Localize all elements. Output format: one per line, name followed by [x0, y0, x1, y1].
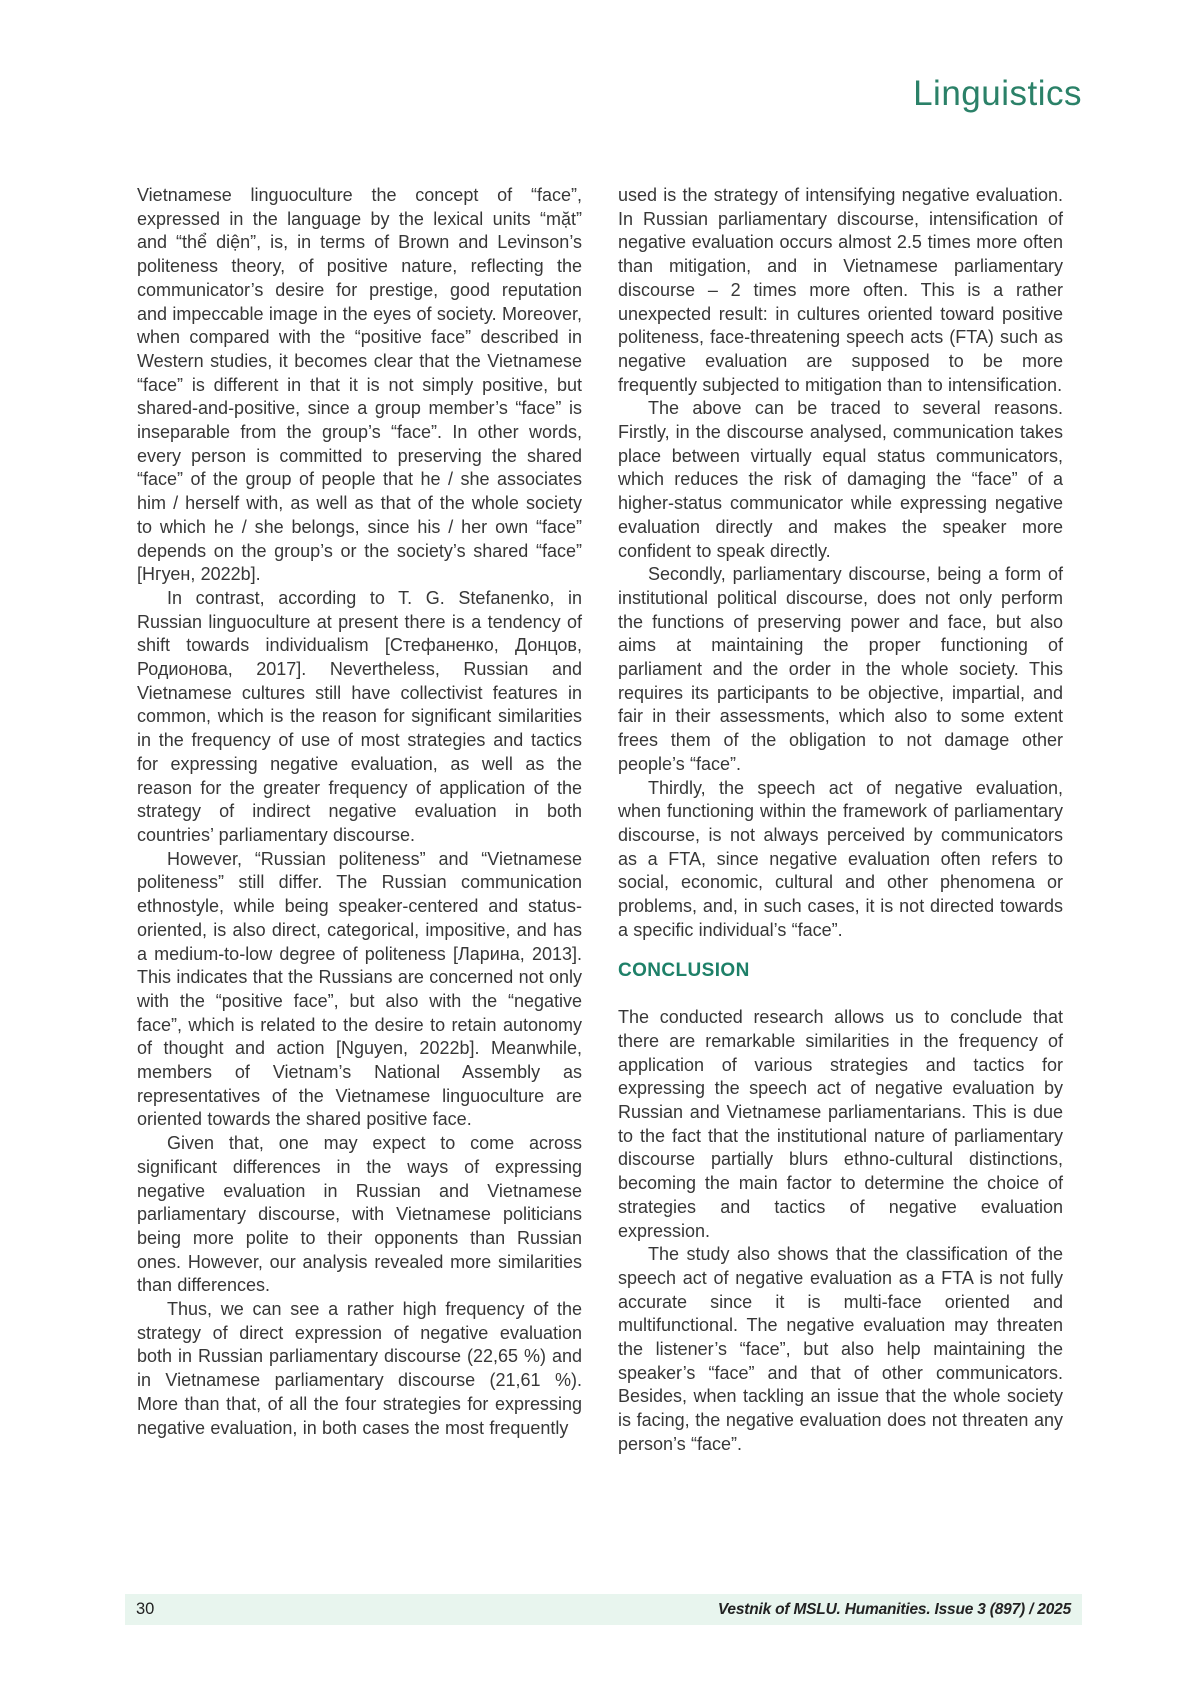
paragraph: Thus, we can see a rather high frequency of the strategy of direct expression of negative evaluation both in Russian parliamentary discourse (22,65 %) and in Vietnamese parliamentary discourse (21,61 %). More than that, of all the four strategies for expressing negative evaluation, in both cases the most frequently [137, 1299, 582, 1438]
paragraph: Thirdly, the speech act of negative evaluation, when functioning within the framework of parliamentary discourse, is not always perceived by communicators as a FTA, since negative evaluation often refers to social, economic, cultural and other phenomena or problems, and, in such cases, it is not directed towards a specific individual’s “face”. [618, 777, 1063, 940]
page-number: 30 [136, 1600, 155, 1618]
paragraph: Vietnamese linguoculture the concept of “face”, expressed in the language by the lexical units “mặt” and “thể diện”, is, in terms of Brown and Levinson’s politeness theory, of positive nature, reflecting the communicator’s desire for prestige, good reputation and impeccable image in the eyes of society. Moreover, when compared with the “positive face” described in Western studies, it becomes clear that the Vietnamese “face” is different in that it is not simply positive, but shared-and-positive, since a group member’s “face” is inseparable from the group’s “face”. In other words, every person is committed to preserving the shared “face” of the group of people that he / she associates him / herself with, as well as that of the whole society to which he / she belongs, since his / her own “face” depends on the group’s or the society’s shared “face” [Нгуен, 2022b]. [137, 185, 582, 585]
paragraph: Secondly, parliamentary discourse, being a form of institutional political discourse, does not only perform the functions of preserving power and face, but also aims at maintaining the proper functioning of parliament and the order in the whole society. This requires its participants to be objective, impartial, and fair in their assessments, which also to some extent frees them of the obligation to not damage other people’s “face”. [618, 564, 1063, 774]
article-body [137, 184, 1063, 1457]
paragraph: Given that, one may expect to come across significant differences in the ways of expressing negative evaluation in Russian and Vietnamese parliamentary discourse, with Vietnamese politicians being more polite to their opponents than Russian ones. However, our analysis revealed more similarities than differences. [137, 1133, 582, 1296]
paragraph: In contrast, according to T. G. Stefanenko, in Russian linguoculture at present there is a tendency of shift towards individualism [Стефаненко, Донцов, Родионова, 2017]. Nevertheless, Russian and Vietnamese cultures still have collectivist features in common, which is the reason for significant similarities in the frequency of use of most strategies and tactics for expressing negative evaluation, as well as the reason for the greater frequency of application of the strategy of indirect negative evaluation in both countries’ parliamentary discourse. [137, 587, 582, 845]
paragraph: The conducted research allows us to conclude that there are remarkable similarities in the frequency of application of various strategies and tactics for expressing the speech act of negative evaluation by Russian and Vietnamese parliamentarians. This is due to the fact that the institutional nature of parliamentary discourse partially blurs ethno-cultural distinctions, becoming the main factor to determine the choice of strategies and tactics of negative evaluation expression. [618, 1007, 1063, 1241]
journal-reference: Vestnik of MSLU. Humanities. Issue 3 (897) / 2025 [717, 1600, 1071, 1618]
conclusion-heading: CONCLUSION [618, 959, 750, 981]
section-title: Linguistics [913, 74, 1082, 113]
paragraph: used is the strategy of intensifying negative evaluation. In Russian parliamentary discourse, intensification of negative evaluation occurs almost 2.5 times more often than mitigation, and in Vietnamese parliamentary discourse – 2 times more often. This is a rather unexpected result: in cultures oriented toward positive politeness, face-threatening speech acts (FTA) such as negative evaluation are supposed to be more frequently subjected to mitigation than to intensification. [618, 185, 1063, 395]
right-column [618, 184, 1063, 1457]
paragraph: The above can be traced to several reasons. Firstly, in the discourse analysed, communication takes place between virtually equal status communicators, which reduces the risk of damaging the “face” of a higher-status communicator while expressing negative evaluation directly and makes the speaker more confident to speak directly. [618, 398, 1063, 561]
left-column [137, 184, 582, 1457]
page-footer [125, 1594, 1082, 1625]
paragraph: The study also shows that the classification of the speech act of negative evaluation as a FTA is not fully accurate since it is multi-face oriented and multifunctional. The negative evaluation may threaten the listener’s “face”, but also help maintaining the speaker’s “face” and that of other communicators. Besides, when tackling an issue that the whole society is facing, the negative evaluation does not threaten any person’s “face”. [618, 1244, 1063, 1454]
paragraph: However, “Russian politeness” and “Vietnamese politeness” still differ. The Russian communication ethnostyle, while being speaker-centered and status-oriented, is also direct, categorical, impositive, and has a medium-to-low degree of politeness [Ларина, 2013]. This indicates that the Russians are concerned not only with the “positive face”, but also with the “negative face”, which is related to the desire to retain autonomy of thought and action [Nguyen, 2022b]. Meanwhile, members of Vietnam’s National Assembly as representatives of the Vietnamese linguoculture are oriented towards the shared positive face. [137, 848, 582, 1130]
